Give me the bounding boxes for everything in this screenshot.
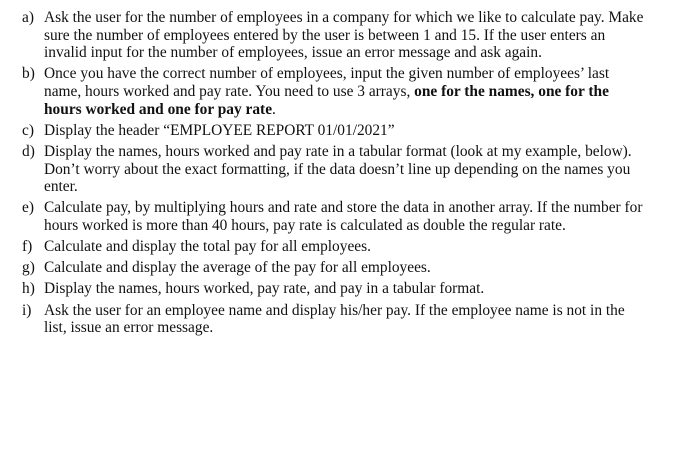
item-marker: b) xyxy=(22,65,35,83)
text-segment: Ask the user for an employee name and display his/her pay. If the employee name is not in the list, issue an error message. xyxy=(44,301,625,337)
text-segment: Calculate and display the average of the pay for all employees. xyxy=(44,259,431,277)
item-text xyxy=(44,9,644,62)
item-text xyxy=(44,199,644,234)
text-segment: Once you have the correct number of employees, input the given number of employees’ last name, hours worked and pay rate. You need to use 3 arrays, xyxy=(44,65,610,100)
instruction-item xyxy=(22,65,673,118)
item-text xyxy=(44,280,644,298)
item-text xyxy=(44,143,644,196)
item-marker: d) xyxy=(22,142,35,160)
instruction-item xyxy=(22,143,673,196)
instruction-item xyxy=(22,9,673,62)
text-segment: Display the names, hours worked and pay rate in a tabular format (look at my example, below). Don’t worry about the exact formatting, if the data doesn’t line up depending on the names you enter. xyxy=(44,142,632,196)
emphasized-text: one for the names, one for the hours worked and one for pay rate xyxy=(44,82,609,118)
instruction-item xyxy=(22,302,673,337)
item-marker: f) xyxy=(22,238,33,256)
instruction-item xyxy=(22,259,673,277)
item-marker: e) xyxy=(22,199,34,217)
instruction-item xyxy=(22,280,673,298)
item-text xyxy=(44,238,644,256)
item-marker: i) xyxy=(22,301,32,319)
item-text xyxy=(44,302,644,337)
item-text xyxy=(44,259,644,277)
item-marker: c) xyxy=(22,121,34,139)
text-segment: Display the names, hours worked, pay rate, and pay in a tabular format. xyxy=(44,280,485,298)
instruction-item xyxy=(22,238,673,256)
text-segment: . xyxy=(272,100,276,118)
text-segment: Calculate and display the total pay for all employees. xyxy=(44,238,371,256)
instruction-item xyxy=(22,122,673,140)
item-marker: a) xyxy=(22,9,34,26)
item-text xyxy=(44,122,644,140)
instruction-item xyxy=(22,199,673,234)
text-segment: Display the header “EMPLOYEE REPORT 01/01/2021” xyxy=(44,121,395,139)
instruction-list xyxy=(22,9,673,337)
text-segment: Ask the user for the number of employees in a company for which we like to calculate pay. Make sure the number of employees entered by the user is between 1 and 15. If the user enters an invalid input for the number of employees, issue an error message and ask again. xyxy=(44,9,644,62)
item-marker: h) xyxy=(22,280,35,298)
text-segment: Calculate pay, by multiplying hours and rate and store the data in another array. If the number for hours worked is more than 40 hours, pay rate is calculated as double the regular rate. xyxy=(44,199,643,234)
item-marker: g) xyxy=(22,259,35,277)
item-text xyxy=(44,65,644,118)
